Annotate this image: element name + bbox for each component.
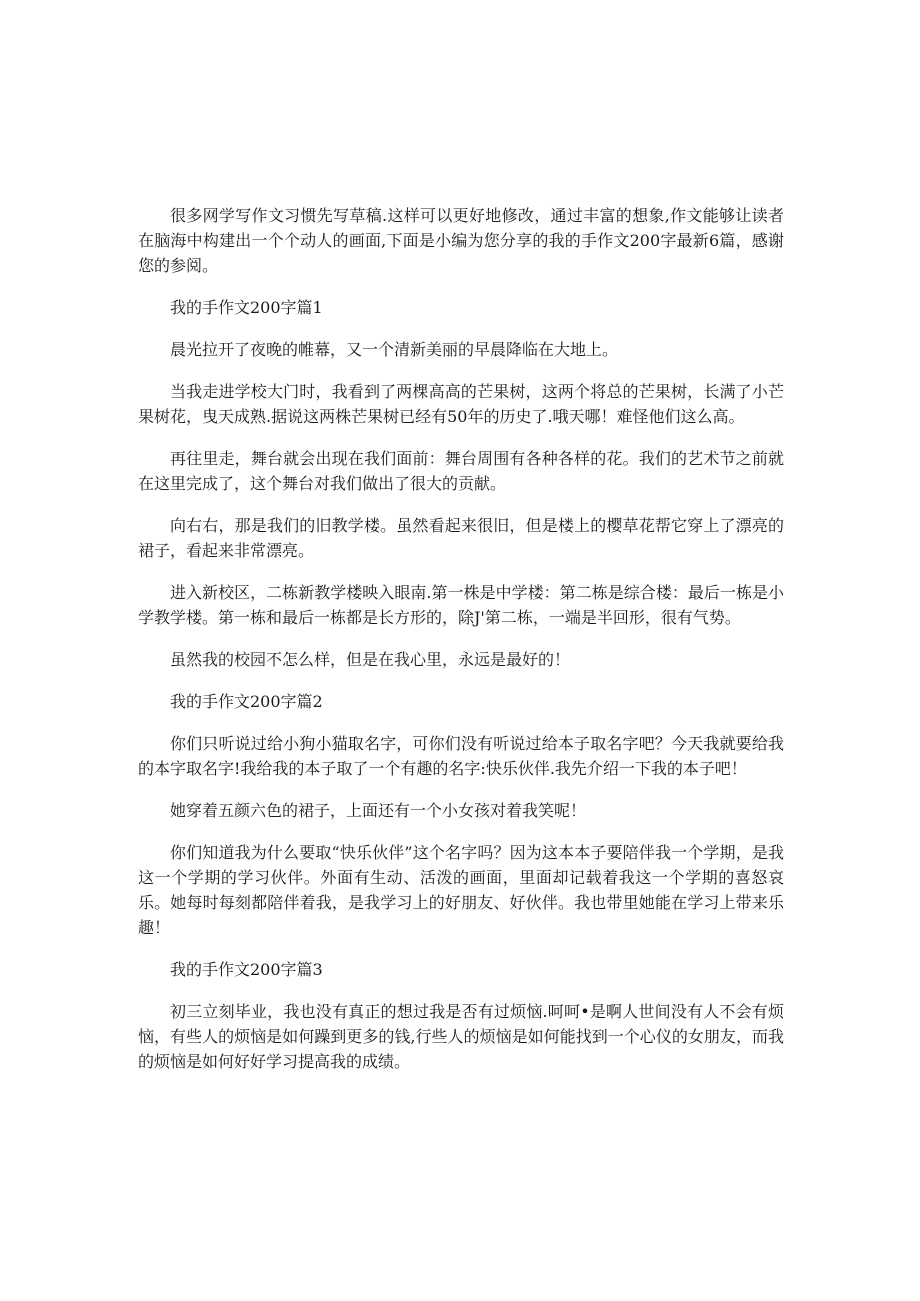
paragraph: 向右右，那是我们的旧教学楼。虽然看起来很旧，但是楼上的樱草花帮它穿上了漂亮的裙子，看起来非常漂亮。 <box>138 516 784 560</box>
paragraph: 你们只听说过给小狗小猫取名字，可你们没有听说过给本子取名字吧？今天我就要给我的本字取名字!我给我的本子取了一个有趣的名字:快乐伙伴.我先介绍一下我的本子吧！ <box>138 734 784 778</box>
paragraph: 进入新校区，二栋新教学楼映入眼南.第一株是中学楼：第二栋是综合楼：最后一栋是小学教学楼。第一栋和最后一栋都是长方形的，除J'第二栋，一端是半回形，很有气势。 <box>138 583 784 627</box>
paragraph: 你们知道我为什么要取“快乐伙伴”这个名字吗？因为这本本子要陪伴我一个学期，是我这一个学期的学习伙伴。外面有生动、活泼的画面，里面却记载着我这一个学期的喜怒哀乐。她每时每刻都陪伴着我，是我学习上的好朋友、好伙伴。我也带里她能在学习上带来乐趣！ <box>138 843 784 937</box>
paragraph: 晨光拉开了夜晚的帷幕，又一个清新美丽的早晨降临在大地上。 <box>170 340 619 359</box>
paragraph: 再往里走，舞台就会出现在我们面前：舞台周围有各种各样的花。我们的艺术节之前就在这里完成了，这个舞台对我们做出了很大的贡献。 <box>138 449 784 493</box>
paragraph: 虽然我的校园不怎么样，但是在我心里，永远是最好的！ <box>170 650 571 669</box>
document-body <box>138 203 784 1091</box>
section-heading-2: 我的手作文200字篇2 <box>170 692 323 711</box>
intro-paragraph: 很多网学写作文习惯先写草稿.这样可以更好地修改，通过丰富的想象,作文能够让读者在脑海中构建出一个个动人的画面,下面是小编为您分享的我的手作文200字最新6篇，感谢您的参阅。 <box>138 206 784 275</box>
section-heading-3: 我的手作文200字篇3 <box>170 960 323 979</box>
paragraph: 当我走进学校大门时，我看到了两棵高高的芒果树，这两个将总的芒果树，长满了小芒果树花，曳天成熟.据说这两株芒果树已经有50年的历史了.哦天哪！难怪他们这么高。 <box>138 382 784 426</box>
section-heading-1: 我的手作文200字篇1 <box>170 298 323 317</box>
paragraph: 初三立刻毕业，我也没有真正的想过我是否有过烦恼.呵呵•是啊人世间没有人不会有烦恼，有些人的烦恼是如何躁到更多的钱,行些人的烦恼是如何能找到一个心仪的女朋友，而我的烦恼是如何好好学习提高我的成绩。 <box>138 1002 784 1071</box>
paragraph: 她穿着五颜六色的裙子，上面还有一个小女孩对着我笑呢！ <box>170 801 587 820</box>
